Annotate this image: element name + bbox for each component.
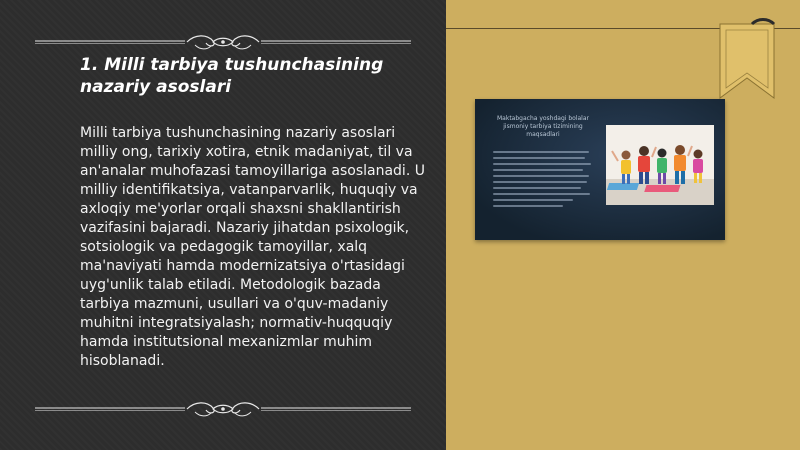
slide-text-line [493,187,581,189]
ornament-divider-icon [35,33,411,51]
section-title: 1. Milli tarbiya tushunchasining nazariy asoslari [80,55,384,97]
slide-text-line [493,163,591,165]
bookmark-ribbon-icon [718,18,776,100]
slide-text-line [493,169,583,171]
children-exercise-photo [606,125,714,205]
slide-text-line [493,151,589,153]
slide-text-line [493,181,587,183]
slide-text-line [493,175,589,177]
slide-preview-image [475,99,725,240]
slide-text-line [493,193,590,195]
ornament-divider-icon [35,400,411,418]
slide-text-line [493,157,585,159]
slide-preview-title: Maktabgacha yoshdagi bolalar jismoniy tarbiya tizimining maqsadlari [497,115,589,138]
section-body-text: Milli tarbiya tushunchasining nazariy asoslari milliy ong, tarixiy xotira, etnik madaniyat, til va an'analar muhofazasi tamoyillariga asoslanadi. U milliy identifikatsiya, vatanparvarlik, huquqiy va axloqiy me'yorlar orqali shaxsni shakllantirish vazifasini bajaradi. Nazariy jihatdan psixologik, sotsiologik va pedagogik tamoyillar, xalq ma'naviyati hamda modernizatsiya o'rtasidagi uyg'unlik talab etiladi. Metodologik bazada tarbiya mazmuni, usullari va o'quv-madaniy muhitni integratsiyalash; normativ-huqquqiy hamda institutsional mexanizmlar muhim hisoblanadi. [80,125,425,369]
slide-text-line [493,205,563,207]
slide-text-line [493,199,573,201]
children-exercise-illustration [606,125,714,205]
